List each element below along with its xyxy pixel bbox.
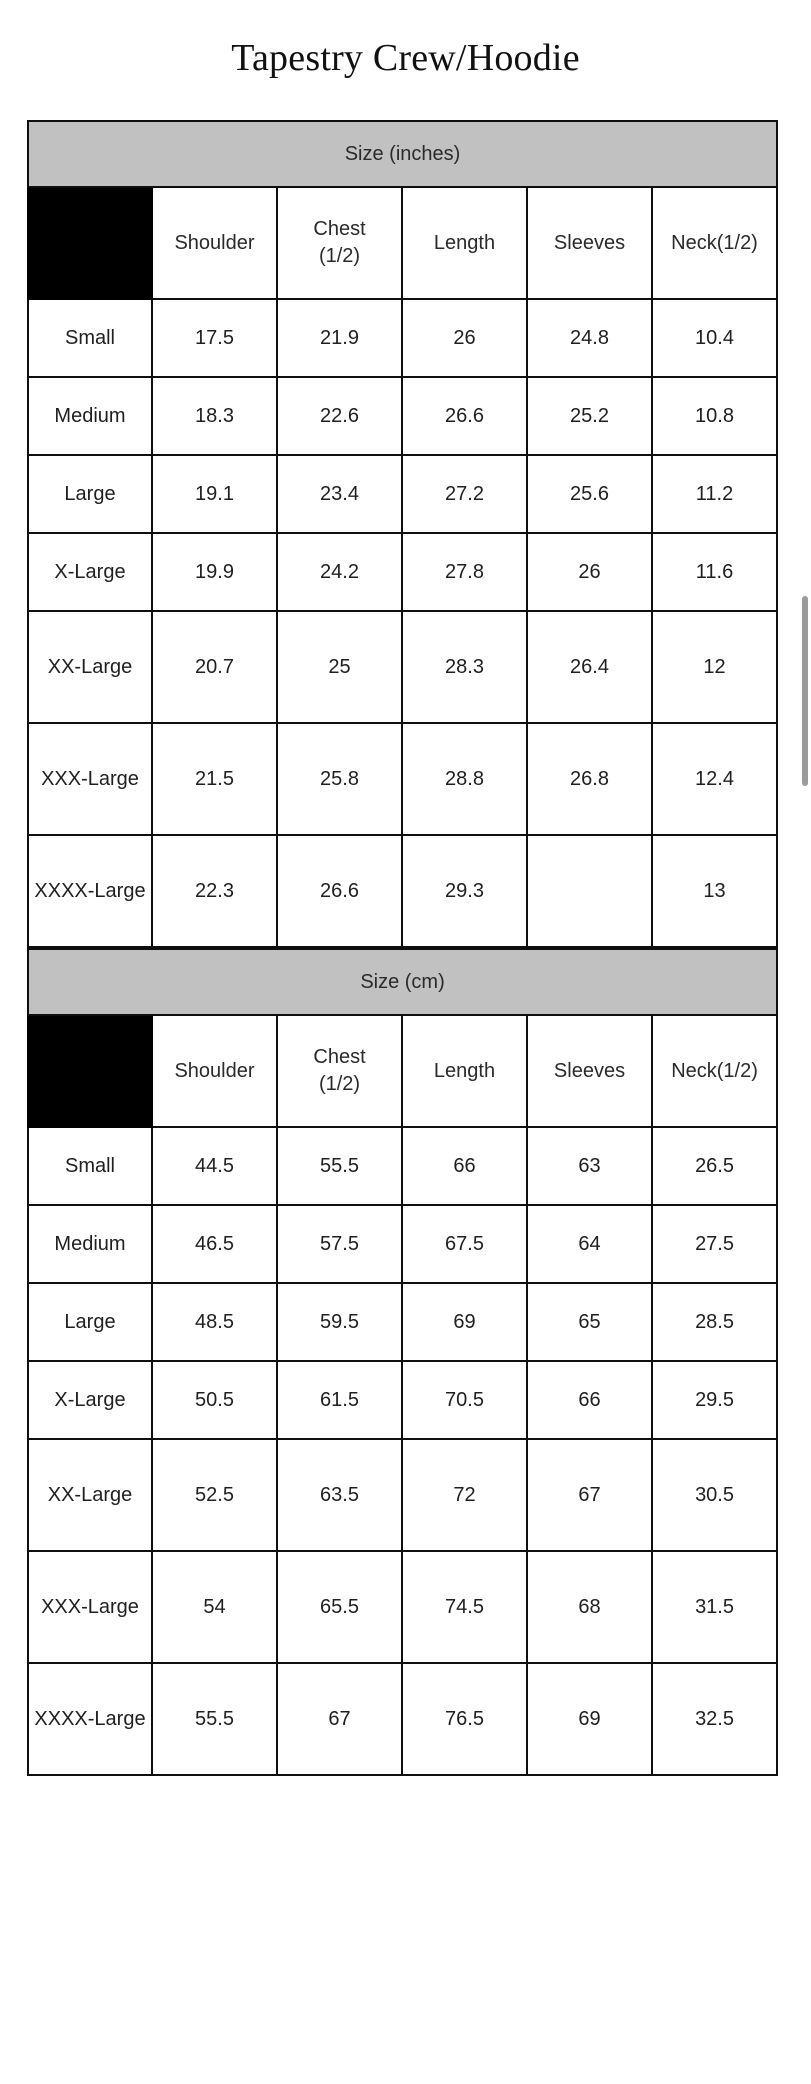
cell-length: 29.3 (402, 835, 527, 947)
page-title: Tapestry Crew/Hoodie (231, 37, 580, 79)
cell-size: XXX-Large (28, 723, 152, 835)
cell-length: 27.8 (402, 533, 527, 611)
cell-size: Small (28, 299, 152, 377)
cell-shoulder: 44.5 (152, 1127, 277, 1205)
cell-neck: 13 (652, 835, 777, 947)
cell-sleeves: 65 (527, 1283, 652, 1361)
cell-sleeves: 26.8 (527, 723, 652, 835)
cell-sleeves: 68 (527, 1551, 652, 1663)
cell-shoulder: 18.3 (152, 377, 277, 455)
cell-neck: 12.4 (652, 723, 777, 835)
cell-size: XXXX-Large (28, 1663, 152, 1775)
table-row (28, 835, 777, 947)
cell-sleeves: 63 (527, 1127, 652, 1205)
header-label-length: Length (433, 231, 496, 254)
cell-shoulder: 19.9 (152, 533, 277, 611)
cell-size: Large (28, 1283, 152, 1361)
cell-chest: 26.6 (277, 835, 402, 947)
header-label-chest: Chest (313, 218, 366, 240)
table-row (28, 1663, 777, 1775)
table-row (28, 1551, 777, 1663)
cell-sleeves: 69 (527, 1663, 652, 1775)
header-cell-blank (28, 1015, 152, 1127)
header-cell-length (402, 1015, 527, 1127)
cell-size: Medium (28, 1205, 152, 1283)
cell-sleeves: 26 (527, 533, 652, 611)
cell-size: Medium (28, 377, 152, 455)
header-cell-shoulder (152, 187, 277, 299)
table-row (28, 533, 777, 611)
cell-sleeves: 25.6 (527, 455, 652, 533)
header-label-shoulder: Shoulder (174, 231, 255, 254)
cell-sleeves (527, 835, 652, 947)
header-label-sleeves: Sleeves (553, 1059, 626, 1082)
size-chart-page (0, 36, 811, 1812)
cell-chest: 65.5 (277, 1551, 402, 1663)
cell-shoulder: 22.3 (152, 835, 277, 947)
cell-shoulder: 55.5 (152, 1663, 277, 1775)
cell-neck: 11.6 (652, 533, 777, 611)
cell-size: Large (28, 455, 152, 533)
cell-chest: 22.6 (277, 377, 402, 455)
size-table-cm (27, 948, 778, 1776)
table-band-row (28, 121, 777, 187)
cell-neck: 10.8 (652, 377, 777, 455)
header-cell-sleeves (527, 1015, 652, 1127)
header-label-chest-sub: (1/2) (318, 245, 361, 267)
cell-size: X-Large (28, 1361, 152, 1439)
header-cell-length (402, 187, 527, 299)
cell-neck: 12 (652, 611, 777, 723)
cell-chest: 25.8 (277, 723, 402, 835)
header-cell-chest (277, 187, 402, 299)
cell-chest: 61.5 (277, 1361, 402, 1439)
cell-shoulder: 20.7 (152, 611, 277, 723)
cell-chest: 57.5 (277, 1205, 402, 1283)
cell-shoulder: 54 (152, 1551, 277, 1663)
cell-size: Small (28, 1127, 152, 1205)
cell-length: 66 (402, 1127, 527, 1205)
cell-neck: 11.2 (652, 455, 777, 533)
cell-length: 28.8 (402, 723, 527, 835)
cell-chest: 24.2 (277, 533, 402, 611)
table-row (28, 1283, 777, 1361)
table-row (28, 1127, 777, 1205)
cell-neck: 26.5 (652, 1127, 777, 1205)
cell-size: XXX-Large (28, 1551, 152, 1663)
cell-length: 69 (402, 1283, 527, 1361)
table-band-row (28, 949, 777, 1015)
cell-sleeves: 64 (527, 1205, 652, 1283)
cell-length: 26.6 (402, 377, 527, 455)
cell-neck: 28.5 (652, 1283, 777, 1361)
cell-length: 28.3 (402, 611, 527, 723)
cell-chest: 25 (277, 611, 402, 723)
cell-length: 72 (402, 1439, 527, 1551)
cell-length: 74.5 (402, 1551, 527, 1663)
cell-shoulder: 48.5 (152, 1283, 277, 1361)
cell-neck: 27.5 (652, 1205, 777, 1283)
cell-shoulder: 21.5 (152, 723, 277, 835)
header-cell-neck (652, 187, 777, 299)
header-label-neck: Neck(1/2) (671, 1059, 758, 1082)
cell-length: 70.5 (402, 1361, 527, 1439)
vertical-scrollbar-thumb[interactable] (802, 596, 808, 786)
cell-chest: 23.4 (277, 455, 402, 533)
cell-shoulder: 19.1 (152, 455, 277, 533)
table-row (28, 1361, 777, 1439)
table-row (28, 1439, 777, 1551)
header-cell-chest (277, 1015, 402, 1127)
header-label-shoulder: Shoulder (174, 1059, 255, 1082)
cell-length: 76.5 (402, 1663, 527, 1775)
cell-length: 67.5 (402, 1205, 527, 1283)
table-row (28, 1205, 777, 1283)
size-table-inches (27, 120, 778, 948)
header-label-length: Length (433, 1059, 496, 1082)
cell-neck: 30.5 (652, 1439, 777, 1551)
header-label-neck: Neck(1/2) (671, 231, 758, 254)
band-label-cm: Size (cm) (28, 949, 777, 1015)
header-cell-neck (652, 1015, 777, 1127)
cell-shoulder: 52.5 (152, 1439, 277, 1551)
band-label-inches: Size (inches) (28, 121, 777, 187)
header-label-chest: Chest (313, 1046, 366, 1068)
cell-size: XX-Large (28, 1439, 152, 1551)
cell-size: X-Large (28, 533, 152, 611)
cell-chest: 21.9 (277, 299, 402, 377)
cell-chest: 55.5 (277, 1127, 402, 1205)
cell-sleeves: 67 (527, 1439, 652, 1551)
header-cell-shoulder (152, 1015, 277, 1127)
bottom-spacer (0, 1776, 811, 1812)
table-row (28, 299, 777, 377)
cell-sleeves: 25.2 (527, 377, 652, 455)
cell-sleeves: 24.8 (527, 299, 652, 377)
header-cell-sleeves (527, 187, 652, 299)
cell-sleeves: 66 (527, 1361, 652, 1439)
cell-shoulder: 50.5 (152, 1361, 277, 1439)
size-tables-container (27, 120, 778, 1776)
cell-neck: 32.5 (652, 1663, 777, 1775)
table-header-row (28, 187, 777, 299)
cell-length: 26 (402, 299, 527, 377)
cell-chest: 63.5 (277, 1439, 402, 1551)
table-row (28, 455, 777, 533)
cell-shoulder: 46.5 (152, 1205, 277, 1283)
cell-neck: 29.5 (652, 1361, 777, 1439)
cell-size: XXXX-Large (28, 835, 152, 947)
cell-chest: 67 (277, 1663, 402, 1775)
cell-shoulder: 17.5 (152, 299, 277, 377)
header-label-chest-sub: (1/2) (318, 1073, 361, 1095)
table-row (28, 723, 777, 835)
cell-neck: 31.5 (652, 1551, 777, 1663)
table-header-row (28, 1015, 777, 1127)
table-row (28, 377, 777, 455)
header-label-sleeves: Sleeves (553, 231, 626, 254)
cell-neck: 10.4 (652, 299, 777, 377)
cell-size: XX-Large (28, 611, 152, 723)
cell-length: 27.2 (402, 455, 527, 533)
cell-chest: 59.5 (277, 1283, 402, 1361)
table-row (28, 611, 777, 723)
cell-sleeves: 26.4 (527, 611, 652, 723)
header-cell-blank (28, 187, 152, 299)
